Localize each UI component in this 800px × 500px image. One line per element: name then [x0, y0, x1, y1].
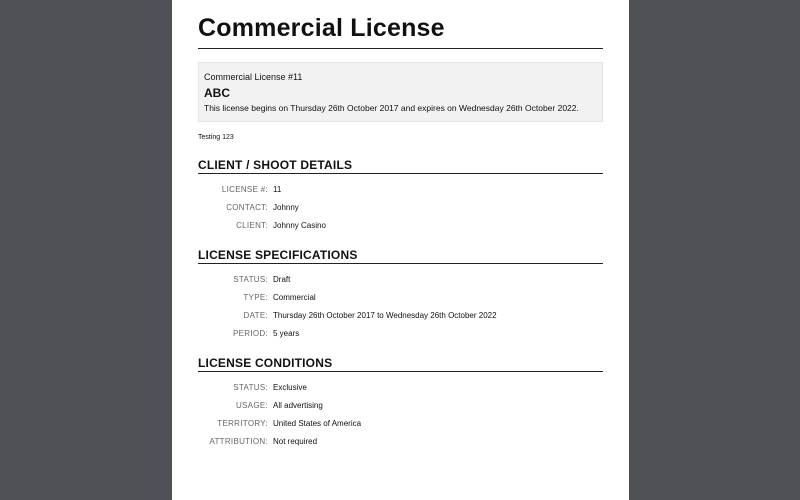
- detail-row-territory: [198, 414, 603, 432]
- license-note: Testing 123: [198, 134, 234, 141]
- detail-row-type: [198, 288, 603, 306]
- detail-row-client: [198, 216, 603, 234]
- detail-label: TERRITORY:: [217, 418, 268, 428]
- license-summary-box: [198, 62, 603, 122]
- detail-row-contact: [198, 198, 603, 216]
- detail-label: TYPE:: [243, 292, 268, 302]
- detail-label: USAGE:: [235, 400, 268, 410]
- detail-value: 5 years: [273, 328, 300, 338]
- detail-value: Johnny Casino: [273, 220, 326, 230]
- license-dates-text: This license begins on Thursday 26th October 2017 and expires on Wednesday 26th October 2022.: [204, 103, 579, 113]
- document-title: Commercial License: [198, 0, 603, 49]
- detail-value: All advertising: [273, 400, 323, 410]
- detail-value: United States of America: [273, 418, 362, 428]
- detail-value: Exclusive: [273, 382, 307, 392]
- detail-row-usage: [198, 396, 603, 414]
- section-heading-specifications: LICENSE SPECIFICATIONS: [198, 247, 603, 264]
- license-conditions: [198, 378, 603, 450]
- detail-label: STATUS:: [233, 274, 268, 284]
- detail-label: CONTACT:: [226, 202, 268, 212]
- detail-value: Draft: [273, 274, 291, 284]
- document-page: [172, 0, 629, 500]
- detail-row-status: [198, 270, 603, 288]
- license-client-name: ABC: [204, 86, 230, 100]
- detail-row-period: [198, 324, 603, 342]
- detail-row-attribution: [198, 432, 603, 450]
- section-heading-conditions: LICENSE CONDITIONS: [198, 355, 603, 372]
- detail-label: ATTRIBUTION:: [209, 436, 268, 446]
- detail-row-license-number: [198, 180, 603, 198]
- detail-label: PERIOD:: [233, 328, 268, 338]
- detail-label: LICENSE #:: [221, 184, 268, 194]
- detail-label: STATUS:: [233, 382, 268, 392]
- detail-label: DATE:: [243, 310, 268, 320]
- detail-label: CLIENT:: [236, 220, 268, 230]
- section-heading-client-shoot: CLIENT / SHOOT DETAILS: [198, 157, 603, 174]
- license-specifications: [198, 270, 603, 342]
- detail-value: Commercial: [273, 292, 316, 302]
- detail-value: 11: [273, 184, 282, 194]
- detail-row-date: [198, 306, 603, 324]
- detail-value: Not required: [273, 436, 318, 446]
- detail-value: Thursday 26th October 2017 to Wednesday 26th October 2022: [273, 310, 497, 320]
- client-shoot-details: [198, 180, 603, 234]
- license-number-heading: Commercial License #11: [204, 72, 303, 82]
- detail-value: Johnny: [273, 202, 299, 212]
- detail-row-condition-status: [198, 378, 603, 396]
